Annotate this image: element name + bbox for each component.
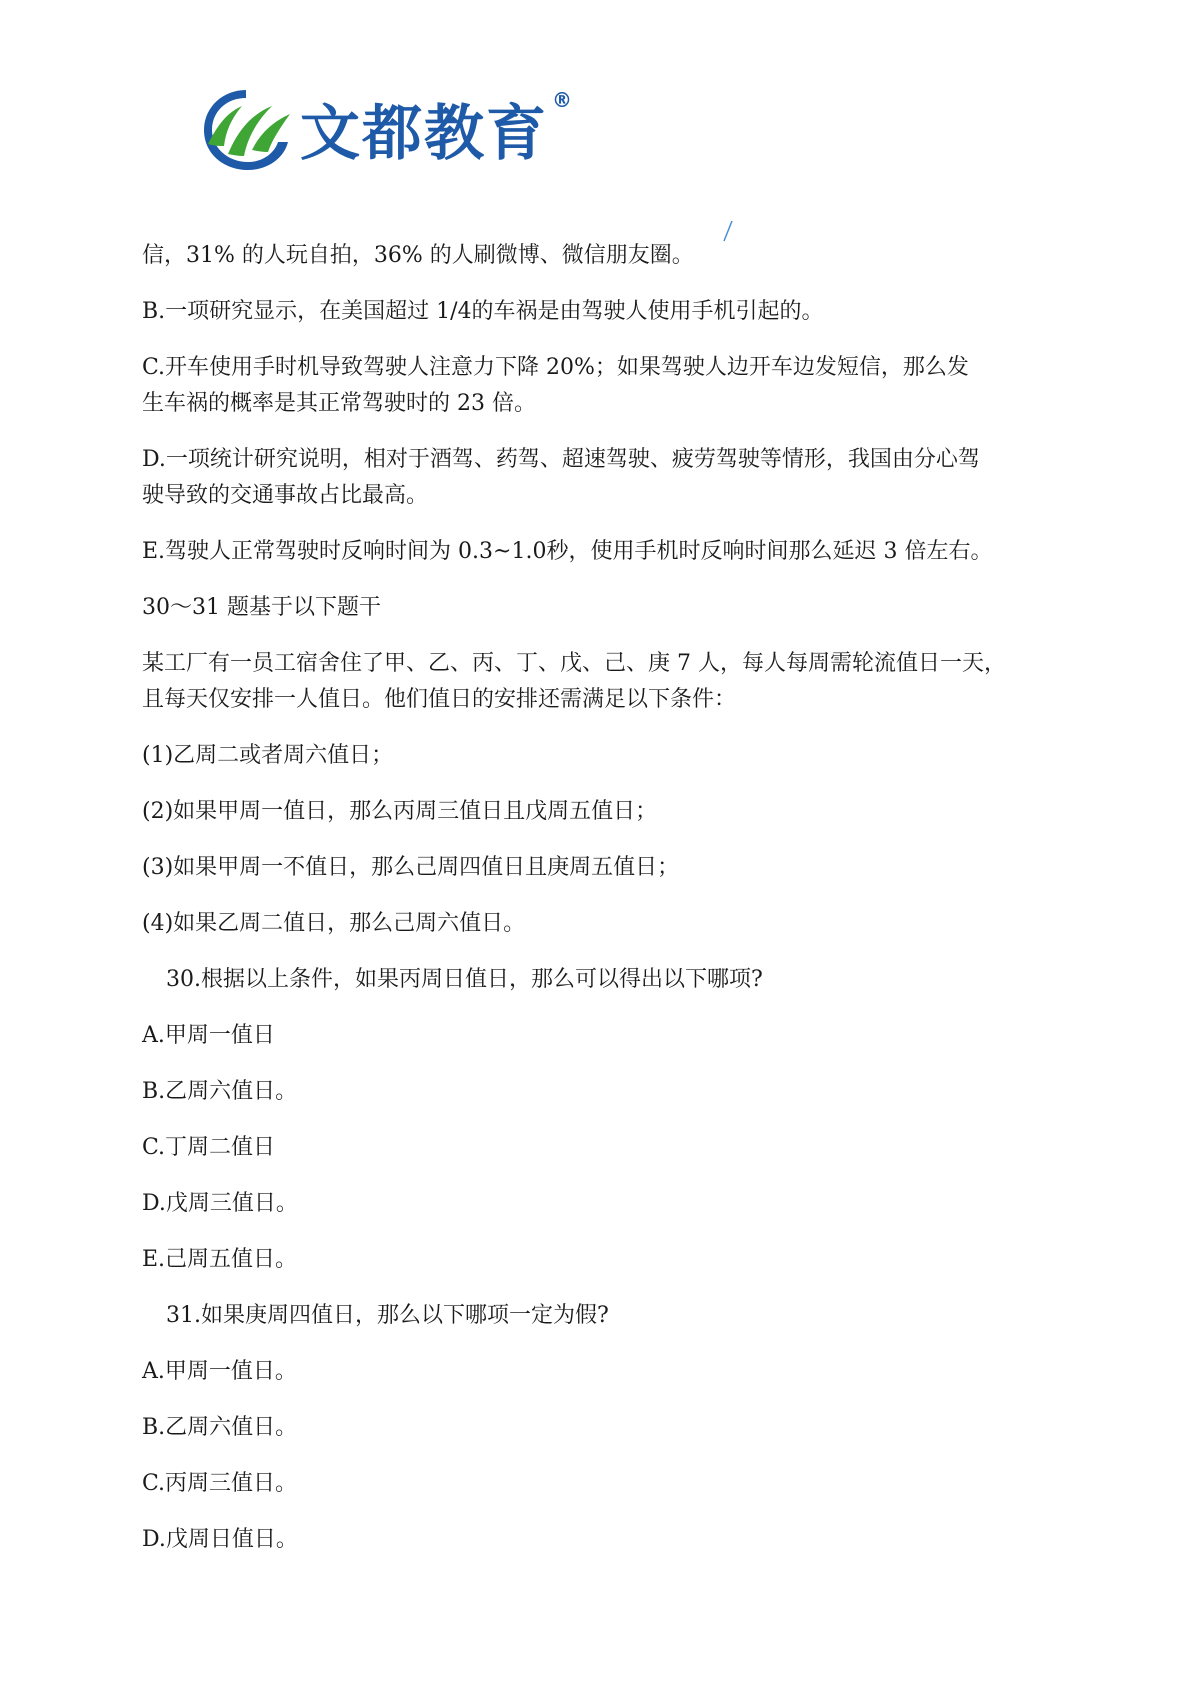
text-line: (1)乙周二或者周六值日； [142, 743, 394, 768]
registered-mark: ® [552, 88, 574, 112]
text-line: E.己周五值日。 [142, 1247, 298, 1272]
text-line: C.丙周三值日。 [142, 1471, 298, 1496]
brand-name [300, 86, 574, 172]
text-line: (2)如果甲周一值日，那么丙周三值日且戊周五值日； [142, 799, 658, 824]
text-line: A.甲周一值日。 [142, 1359, 297, 1384]
text-line: 某工厂有一员工宿舍住了甲、乙、丙、丁、戊、己、庚 7 人，每人每周需轮流值日一天， [142, 651, 1006, 676]
slash-mark-icon [722, 220, 734, 242]
text-line: 且每天仅安排一人值日。他们值日的安排还需满足以下条件： [142, 687, 737, 712]
text-line: 信，31% 的人玩自拍，36% 的人刷微博、微信朋友圈。 [142, 243, 694, 268]
text-line: D.戊周日值日。 [142, 1527, 298, 1552]
text-line: 30～31 题基于以下题干 [142, 595, 381, 620]
text-line: D.戊周三值日。 [142, 1191, 298, 1216]
wendu-swoosh-logo-icon [198, 84, 294, 174]
brand-name-text: 文都教育 [300, 99, 548, 169]
text-line: 生车祸的概率是其正常驾驶时的 23 倍。 [142, 391, 536, 416]
text-line: C.丁周二值日 [142, 1135, 276, 1160]
text-line: (4)如果乙周二值日，那么己周六值日。 [142, 911, 526, 936]
text-line: D.一项统计研究说明，相对于酒驾、药驾、超速驾驶、疲劳驾驶等情形，我国由分心驾 [142, 447, 980, 472]
text-line: E.驾驶人正常驾驶时反响时间为 0.3~1.0秒，使用手机时反响时间那么延迟 3 倍左右。 [142, 539, 993, 564]
text-line: 30.根据以上条件，如果丙周日值日，那么可以得出以下哪项? [166, 967, 763, 992]
text-line: B.一项研究显示，在美国超过 1/4的车祸是由驾驶人使用手机引起的。 [142, 299, 824, 324]
text-line: (3)如果甲周一不值日，那么己周四值日且庚周五值日； [142, 855, 680, 880]
text-line: A.甲周一值日 [142, 1023, 275, 1048]
brand-logo [198, 84, 574, 174]
text-line: B.乙周六值日。 [142, 1415, 298, 1440]
text-line: 驶导致的交通事故占比最高。 [142, 483, 429, 508]
text-line: C.开车使用手时机导致驾驶人注意力下降 20%；如果驾驶人边开车边发短信，那么发 [142, 355, 969, 380]
text-line: B.乙周六值日。 [142, 1079, 298, 1104]
text-line: 31.如果庚周四值日，那么以下哪项一定为假? [166, 1303, 609, 1328]
